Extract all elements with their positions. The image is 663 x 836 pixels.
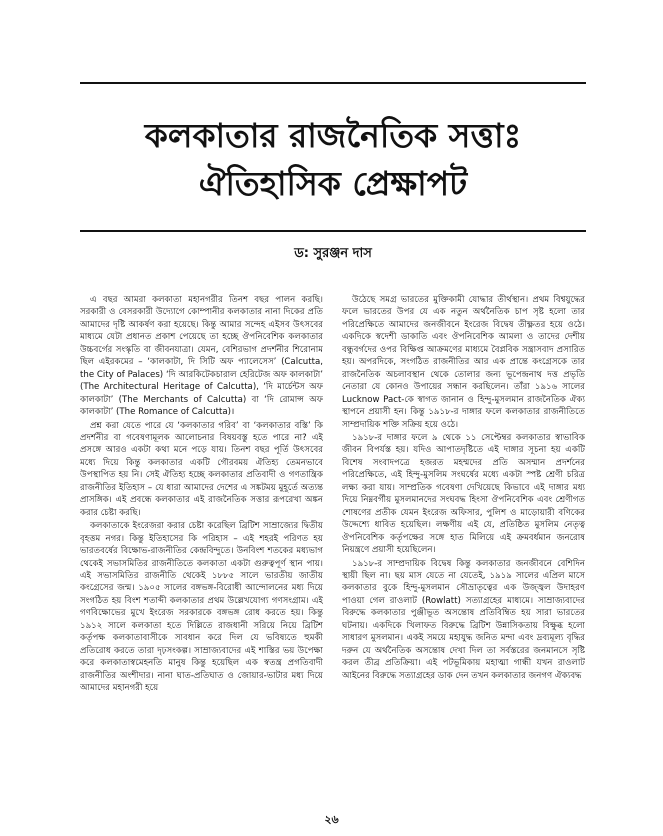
paragraph: প্রশ্ন করা যেতে পারে যে ‘কলকাতার গরিব’ বা ‘কলকাতার বস্তি’ কি প্রদর্শনীর বা গবেষণামূলক আলোচনার বিষয়বস্তু হতে পারে না? এই প্রসঙ্গে আরও একটা কথা মনে পড়ে যায়। তিনশ বছর পূর্তি উৎসবের মধ্যে দিয়ে কিন্তু কলকাতার একটি গৌরবময় ঐতিহ্য তেমনভাবে উপস্থাপিত হয় নি। সেই ঐতিহ্য হচ্ছে কলকাতার প্রতিবাদী ও গণতান্ত্রিক রাজনীতির ইতিহাস – যে ধারা আমাদের দেশের এ সঙ্কটময় মুহূর্তে অত্যন্ত প্রাসঙ্গিক। এই প্রবন্ধে কলকাতার এই রাজনৈতিক সত্তার রূপরেখা অঙ্কন করার চেষ্টা করছি। (80, 420, 323, 518)
paragraph: ১৯১৮-র সাম্প্রদায়িক বিদ্বেষ কিন্তু কলকাতার জনজীবনে বেশিদিন স্থায়ী ছিল না। ছয় মাস যেতে না যেতেই, ১৯১৯ সালের এপ্রিল মাসে কলকাতার বুকে হিন্দু-মুসলমান সৌভ্রাতৃত্বের এক উজ্জ্বল উদাহরণ পাওয়া গেল রাওলাট (Rowlatt) সত্যাগ্রহের মাধ্যমে। সাম্রাজ্যবাদের বিরুদ্ধে কলকাতার পুঞ্জীভূত অসন্তোষ প্রতিবিম্বিত হয় সারা ভারতের ঘটনায়। একদিকে খিলাফত বিরুদ্ধে ব্রিটিশ উন্নাসিকতায় বিক্ষুব্ধ হলো সাধারণ মুসলমান। একই সময়ে মহাযুদ্ধ জনিত মন্দা এবং দ্রব্যমূল্য বৃদ্ধির দরুন যে অর্থনৈতিক অসন্তোষ দেখা দিল তা সর্বস্তরের জনমানসে সৃষ্টি করল তীব্র প্রতিক্রিয়া। এই পটভূমিকায় মহাত্মা গান্ধী যখন রাওলাট আইনের বিরুদ্ধে সত্যাগ্রহের ডাক দেন তখন কলকাতার জনগণ ঐক্যবদ্ধ (342, 558, 585, 681)
author-byline: ড: সুরঞ্জন দাস (294, 246, 372, 261)
paragraph: এ বছর আমরা কলকাতা মহানগরীর তিনশ বছর পালন করছি। সরকারী ও বেসরকারী উদ্যোগে কোম্পানীর কলকাতার নানা দিকের প্রতি আমাদের দৃষ্টি আকর্ষণ করা হয়েছে। কিন্তু আমার সন্দেহ এইসব উৎসবের মাধ্যমে যেটা প্রধানত প্রকাশ পেয়েছে তা হচ্ছে ঔপনিবেশিক কলকাতার উচ্চবর্গের সংস্কৃতি বা জীবনযাত্রা। যেমন, বেশিরভাগ প্রদর্শনীর শিরোনাম ছিল এইরকমের – ‘কালকাটা, দি সিটি অফ প্যালেসেস’ (Calcutta, the City of Palaces) ‘দি আরকিটেকচারাল হেরিটেজ অফ কালকাটা’ (The Architectural Heritage of Calcutta), ‘দি মার্চেন্টস অফ কালকাটা’ (The Merchants of Calcutta) বা ‘দি রোমান্স অফ কালকাটা’ (The Romance of Calcutta)। (80, 295, 323, 418)
top-rule (80, 82, 586, 84)
bottom-rule (80, 230, 586, 232)
left-column (80, 294, 323, 788)
article-title-line-2: ঐতিহাসিক প্রেক্ষাপট (198, 164, 468, 203)
page-number: ২৬ (324, 813, 339, 826)
paragraph: ১৯১৮-র দাঙ্গার ফলে ৯ থেকে ১১ সেপ্টেম্বর কলকাতার স্বাভাবিক জীবন বিপর্যস্ত হয়। যদিও আপাতদৃষ্টিতে এই দাঙ্গার সূচনা হয় একটি বিশেষ সংবাদপত্রে হজরত মহম্মদের প্রতি অসম্মান প্রদর্শনের পরিপ্রেক্ষিতে, এই হিন্দু-মুসলিম সংঘর্ষের মধ্যে একটা স্পষ্ট শ্রেণী চরিত্র লক্ষ্য করা যায়। সাম্প্রতিক গবেষণা দেখিয়েছে কিভাবে এই দাঙ্গার মধ্য দিয়ে নিম্নবর্গীয় মুসলমানদের সংঘবদ্ধ হিংসা ঔপনিবেশিক এবং শ্রেণীগত শোষণের প্রতীক যেমন ইংরেজ অফিসার, পুলিশ ও মাড়োয়ারী বণিকের উদ্দেশ্যে ধাবিত হয়েছিল। লক্ষণীয় এই যে, প্রতিষ্ঠিত মুসলিম নেতৃত্ব ঔপনিবেশিক কর্তৃপক্ষের সঙ্গে হাত মিলিয়ে এই ক্রমবর্ধমান জনরোষ নিয়ন্ত্রণে প্রয়াসী হয়েছিলেন। (342, 432, 585, 556)
paragraph: কলকাতাকে ইংরেজরা করার চেষ্টা করেছিল ব্রিটিশ সাম্রাজ্যের দ্বিতীয় বৃহত্তম নগর। কিন্তু ইতিহাসের কি পরিহাস – এই শহরই পরিণত হয় ভারতবর্ষের বিক্ষোভ-রাজনীতির কেন্দ্রবিন্দুতে। উনবিংশ শতকের মধ্যভাগ থেকেই সভাসমিতির রাজনীতিতে কলকাতা একটা গুরুত্বপূর্ণ স্থান পায়। এই সভাসমিতির রাজনীতি থেকেই ১৮৮৫ সালে ভারতীয় জাতীয় কংগ্রেসের জন্ম। ১৯০৫ সালের বঙ্গভঙ্গ-বিরোধী আন্দোলনের মধ্য দিয়ে সংগঠিত হয় বিংশ শতাব্দী কলকাতার প্রথম উল্লেখযোগ্য গণসংগ্রাম। এই গণবিক্ষোভের মুখে ইংরেজ সরকারকে বঙ্গভঙ্গ রোধ করতে হয়। কিন্তু ১৯১২ সালে কলকাতা হতে দিল্লিতে রাজধানী সরিয়ে নিয়ে ব্রিটিশ কর্তৃপক্ষ কলকাতাবাসীকে সাবধান করে দিল যে ভবিষ্যতে হুমকী প্রতিরোধ করতে তারা দৃঢ়সংকল্প। সাম্রাজ্যবাদের এই শাস্তির ভয় উপেক্ষা করে কলকাতাস্বমেহনতি মানুষ কিন্তু হয়েছিল এক স্বতন্ত্র প্রগতিবাদী রাজনীতির অংশীদার। নানা ঘাত-প্রতিঘাত ও জোয়ার-ভাটার মধ্য দিয়ে আমাদের মহানগরী হয়ে (80, 521, 323, 694)
right-column (342, 294, 585, 788)
paragraph: উঠেছে সমগ্র ভারতের মুক্তিকামী যোদ্ধার তীর্থস্থান। প্রথম বিশ্বযুদ্ধের ফলে ভারতের উপর যে এক নতুন অর্থনৈতিক চাপ সৃষ্ট হলো তার পরিপ্রেক্ষিতে আমাদের জনজীবনে ইংরেজ বিদ্বেষ তীক্ষ্ণতর হয়ে ওঠে। একদিকে স্বদেশী ডাকাতি এবং ঔপনিবেশিক আমলা ও তাদের দেশীয় বন্ধুবর্গদের ওপর বিক্ষিপ্ত আক্রমণের মাধ্যমে বৈপ্লবিক সন্ত্রাসবাদ প্রসারিত হয়। অপরদিকে, সংগঠিত রাজনীতির আর এক প্রান্তে কংগ্রেসকে তার রাজনৈতিক অচলাবস্থান থেকে তোলার জন্য ভূপেন্দ্রনাথ দত্ত প্রভৃতি নেতারা যে কোনও উপায়ের সন্ধান করছিলেন। তাঁরা ১৯১৬ সালের Lucknow Pact-কে স্বাগত জানান ও হিন্দু-মুসলমান রাজনৈতিক ঐক্য স্থাপনে প্রয়াসী হন। কিন্তু ১৯১৮-র দাঙ্গার ফলে কলকাতার রাজনীতিতে সাম্প্রদায়িক শক্তি সক্রিয় হয়ে ওঠে। (342, 295, 585, 430)
article-title-line-1: কলকাতার রাজনৈতিক সত্তাঃ (144, 116, 522, 155)
